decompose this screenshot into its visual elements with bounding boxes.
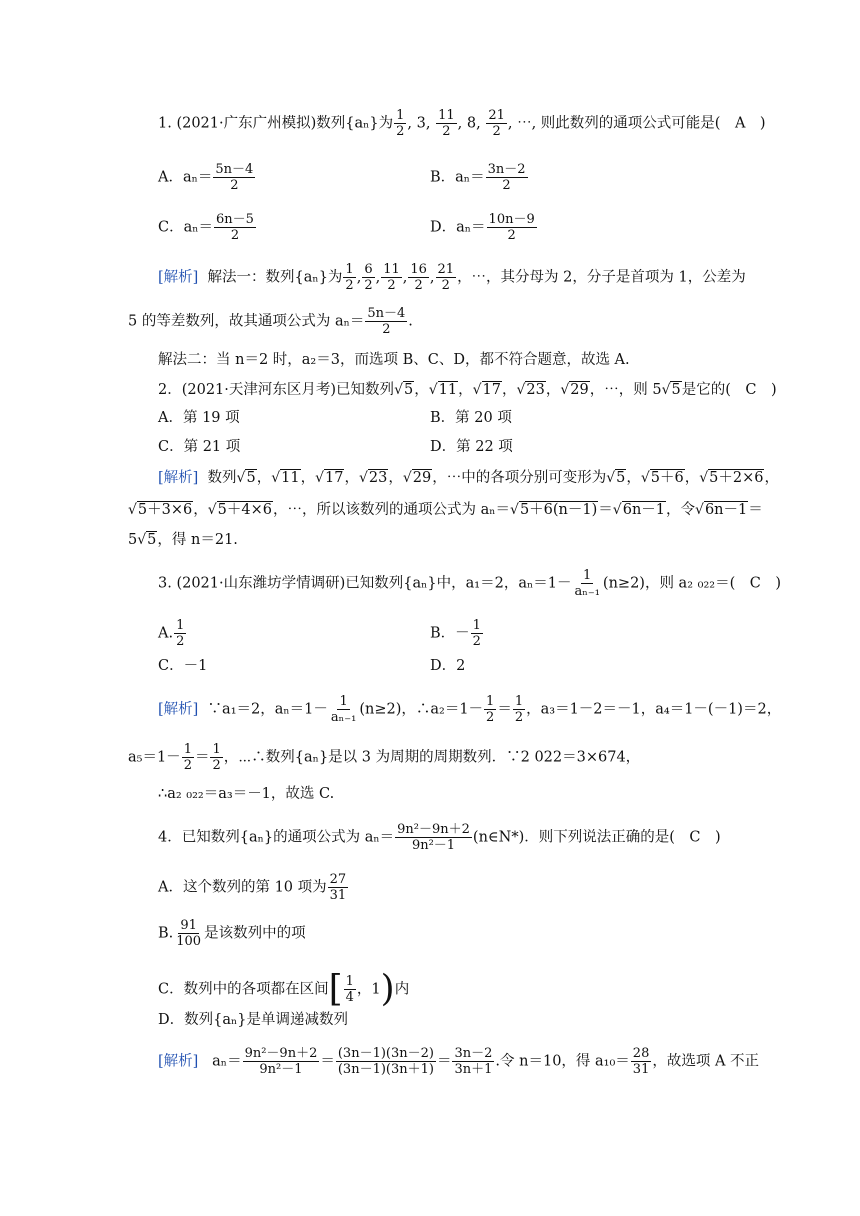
q2-option-a: A．第 19 项 [158,410,240,426]
frac-num: 1 [212,742,221,757]
fraction [381,262,402,293]
frac-den: 31 [329,888,347,903]
frac-num: 1 [486,694,495,709]
frac-den: aₙ₋₁ [574,584,600,599]
q1-solution-line1: [解析] 解法一：数列{aₙ}为 $\frac{1}{2}$ , $\frac{6}{2}$ , $\frac{11}{2}$ , $\frac{16}{2}$ , $\frac{21}{2}$ ，⋯，其分母为 2，分子是首项为 1，公差为 [158,262,746,293]
fraction [408,262,429,293]
frac-den: 3n＋1 [454,1062,493,1077]
fraction [452,1046,494,1077]
q3-option-d: D．2 [430,658,466,674]
frac-den: 2 [364,278,373,293]
frac-den: 2 [507,228,516,243]
frac-num: 1 [345,974,354,989]
frac-den: 2 [442,124,451,139]
frac-num: 3n－2 [454,1046,493,1061]
frac-den: 2 [345,278,354,293]
solution-text: ＝ [497,701,512,718]
fraction [214,212,256,243]
frac-den: 2 [230,178,239,193]
q1-solution-line3 [158,350,630,370]
frac-num: 1 [583,568,592,583]
fraction [486,162,528,193]
option-label: B．aₙ＝ [430,169,485,186]
frac-num: 1 [345,262,354,277]
fraction [436,262,457,293]
frac-den: 9n²－1 [411,838,456,853]
frac-den: (3n－1)(3n＋1) [337,1062,434,1077]
frac-num: 5n－4 [367,306,406,321]
fraction [182,742,194,773]
option-label: A. [158,625,174,642]
frac-num: 10n－9 [488,212,535,227]
q4-option-b [158,918,306,949]
q1-frac-1 [394,108,406,139]
q1-frac-3 [436,108,457,139]
q4-stem [158,822,721,853]
q3-stem-text: 3. (2021·山东潍坊学情调研)已知数列{aₙ}中，a₁＝2，aₙ＝1－ [158,575,572,592]
fraction [336,1046,436,1077]
fraction [213,162,255,193]
sqrt-value: 17 [325,470,344,486]
q2-option-d: D．第 22 项 [430,439,513,455]
solution-text: 数列 [207,470,237,486]
option-label: A．aₙ＝ [158,169,213,186]
solution-tag: [解析] [158,269,199,286]
sqrt-value: 5＋2×6 [709,470,764,486]
solution-text: 解法二：当 n＝2 时，a₂＝3，而选项 B、C、D，都不符合题意，故选 A. [158,352,630,368]
solution-tag: [解析] [158,701,199,718]
sqrt-value: 5 [147,532,157,548]
sqrt-value: 17 [482,382,501,398]
fraction [631,1046,652,1077]
q3-option-c: C．－1 [158,658,208,674]
solution-text: ＝ [194,749,210,766]
frac-num: 21 [488,108,505,123]
q1-stem-suffix: , ⋯, 则此数列的通项公式可能是( A ) [507,115,766,132]
fraction [365,306,407,337]
q4-solution-line1: [解析] aₙ＝ $\frac{\text{9n²－9n＋2}}{\text{9n²－1}}$ ＝ $\frac{(3n-1)(3n-2)}{(3n-1)(3n+1)}$ ＝ $\frac{3n-2}{3n+1}$ .令 n＝10，得 a₁₀＝ $\frac{28}{31}$ ，故选项 A 不正 [158,1046,760,1077]
option-label: B．－ [430,625,470,642]
q1-option-d [430,212,538,243]
fraction [484,694,496,725]
solution-tag: [解析] [158,1053,199,1070]
q4-stem-text: 4．已知数列{aₙ}的通项公式为 aₙ＝ [158,829,395,846]
frac-num: 11 [383,262,400,277]
q1-option-a [158,162,256,193]
solution-text: ，故选项 A 不正 [652,1053,760,1070]
fraction [471,618,483,649]
q3-solution-line3: ∴a₂ ₀₂₂＝a₃＝－1，故选 C. [158,786,335,802]
frac-num: 1 [472,618,481,633]
sqrt-value: 5 [616,470,626,486]
option-text: ，1 [356,981,381,998]
fraction [243,1046,320,1077]
fraction [328,872,349,903]
q1-seq-text: , 3, [407,115,436,132]
frac-num: 1 [183,742,192,757]
frac-den: 2 [212,758,221,773]
sqrt-value: 6n－1 [704,502,748,518]
sqrt-value: 29 [412,470,432,486]
q1-frac-5 [486,108,507,139]
sqrt-value: 5＋6 [650,470,684,486]
fraction [513,694,525,725]
solution-text: 5 [128,532,138,548]
sqrt-value: 5＋6(n－1) [519,502,598,518]
frac-num: 5n－4 [215,162,254,177]
sqrt-value: 5＋3×6 [137,502,193,518]
frac-den: 2 [472,634,481,649]
solution-text: ⋯中的各项分别可变形为 [446,470,607,486]
frac-num: 9n²－9n＋2 [397,822,470,837]
frac-num: 28 [632,1046,650,1061]
fraction [344,974,356,1005]
q3-option-b [430,618,484,649]
sqrt-value: 23 [526,382,545,398]
fraction [572,568,601,599]
frac-num: 1 [339,694,348,709]
solution-text: ，⋯，所以该数列的通项公式为 aₙ＝ [273,502,511,518]
solution-text: ，a₃＝1－2＝－1，a₄＝1－(－1)＝2， [526,701,782,718]
frac-num: 3n－2 [487,162,526,177]
sqrt-value: 29 [570,382,589,398]
frac-num: 11 [438,108,455,123]
frac-den: 100 [176,934,202,949]
fraction [343,262,355,293]
fraction [329,694,358,725]
frac-num: 16 [410,262,427,277]
q1-seq-text: , 8, [457,115,486,132]
solution-text: ，⋯∴数列{aₙ}是以 3 为周期的周期数列．∵2 022＝3×674， [223,749,641,766]
frac-num: 6n－5 [216,212,254,227]
q2-stem-text: 是它的( C ) [681,382,777,398]
frac-den: 2 [414,278,423,293]
frac-num: (3n－1)(3n－2) [337,1046,434,1061]
frac-den: 2 [396,124,405,139]
q4-option-c: C．数列中的各项都在区间[ $\frac{1}{4}$ ，1)内 [158,968,410,1010]
fraction [174,918,203,949]
solution-text: a₅＝1－ [128,749,181,766]
frac-den: 2 [382,322,391,337]
option-label: B. [158,925,174,942]
sqrt-value: 11 [438,382,458,398]
solution-text: ∵a₁＝2，aₙ＝1－ [207,701,328,718]
frac-den: 2 [183,758,192,773]
solution-text: ＝ [748,502,763,518]
frac-den: 2 [486,710,495,725]
frac-num: 1 [176,618,185,633]
q2-solution-line1: [解析] 数列√5，√11，√17，√23，√29，⋯中的各项分别可变形为√5，√5＋6，√5＋2×6， [158,470,779,486]
option-text: C．数列中的各项都在区间 [158,981,329,998]
frac-num: 1 [396,108,405,123]
sqrt-value: 6n－1 [622,502,666,518]
solution-text: ，⋯，其分母为 2，分子是首项为 1，公差为 [457,269,746,286]
frac-den: 9n²－1 [259,1062,303,1077]
fraction [362,262,374,293]
q1-option-c [158,212,257,243]
q2-stem: 2．(2021·天津河东区月考)已知数列√5，√11，√17，√23，√29，⋯，则 5√5是它的( C ) [158,382,777,398]
q1-stem-text: 1. (2021·广东广州模拟)数列{aₙ}为 [158,115,394,132]
q4-option-d: D．数列{aₙ}是单调递减数列 [158,1012,348,1028]
q3-solution-line1 [158,694,781,725]
frac-den: 4 [345,990,354,1005]
q2-stem-text: ，⋯，则 5 [589,382,662,398]
option-label: C．aₙ＝ [158,219,214,236]
q4-option-a [158,872,349,903]
frac-num: 27 [329,872,347,887]
q3-solution-line2 [128,742,640,773]
sqrt-value: 5 [403,382,414,398]
solution-text: .令 n＝10，得 a₁₀＝ [495,1053,630,1070]
solution-text: 解法一：数列{aₙ}为 [207,269,343,286]
q3-stem [158,568,781,599]
q2-option-c: C．第 21 项 [158,439,241,455]
fraction [210,742,222,773]
frac-den: 2 [387,278,396,293]
frac-den: aₙ₋₁ [330,710,357,725]
q4-stem-text: (n∈N*)．则下列说法正确的是( C ) [472,829,721,846]
q2-solution-line2: √5＋3×6，√5＋4×6，⋯，所以该数列的通项公式为 aₙ＝√5＋6(n－1)＝√6n－1，令√6n－1＝ [128,502,763,518]
solution-text: 5 的等差数列，故其通项公式为 aₙ＝ [128,313,365,330]
option-label: D．aₙ＝ [430,219,486,236]
sqrt-value: 5 [246,470,256,486]
q2-solution-line3: 5√5，得 n＝21. [128,532,238,548]
frac-num: 9n²－9n＋2 [244,1046,318,1061]
frac-num: 21 [437,262,455,277]
solution-text: (n≥2)，∴a₂＝1－ [359,701,484,718]
q1-option-b [430,162,529,193]
option-text: 是该数列中的项 [204,925,306,942]
fraction [174,618,186,649]
q1-stem [158,108,766,139]
solution-text: ，得 n＝21. [157,532,238,548]
frac-den: 2 [230,228,240,243]
frac-num: 91 [180,918,197,933]
sqrt-value: 23 [368,470,388,486]
frac-den: 2 [176,634,185,649]
frac-num: 1 [514,694,524,709]
fraction [487,212,537,243]
q3-stem-text: (n≥2)，则 a₂ ₀₂₂＝( C ) [602,575,781,592]
q2-option-b: B．第 20 项 [430,410,512,426]
frac-den: 2 [441,278,450,293]
option-text: A．这个数列的第 10 项为 [158,879,327,896]
sqrt-value: 5 [671,382,681,398]
solution-tag: [解析] [158,470,199,486]
q3-option-a [158,618,187,649]
frac-den: 2 [502,178,511,193]
q1-solution-line2 [128,306,413,337]
sqrt-value: 11 [281,470,300,486]
frac-den: 2 [492,124,501,139]
frac-den: 2 [514,710,524,725]
option-text: 内 [394,981,410,998]
fraction [395,822,472,853]
solution-text: ，令 [666,502,696,518]
frac-den: 31 [632,1062,650,1077]
q2-stem-text: 2．(2021·天津河东区月考)已知数列 [158,382,395,398]
sqrt-value: 5＋4×6 [217,502,272,518]
solution-text: . [408,313,413,330]
solution-text: aₙ＝ [212,1053,242,1070]
frac-num: 6 [364,262,373,277]
